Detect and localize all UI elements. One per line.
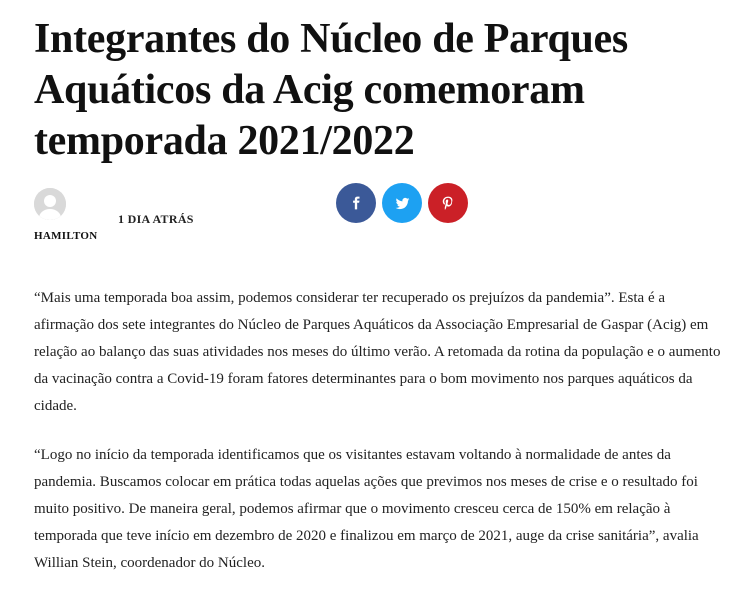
share-pinterest-button[interactable]: [428, 183, 468, 223]
twitter-icon: [395, 196, 410, 211]
author-name[interactable]: HAMILTON: [34, 230, 98, 242]
article-paragraph: “Logo no início da temporada identificamos que os visitantes estavam voltando à normalidade de antes da pandemia. Buscamos colocar em prática todas aquelas ações que previmos nos meses de crise e o resultado foi muito positivo. De maneira geral, podemos afirmar que o movimento cresceu cerca de 150% em relação à temporada que teve início em dezembro de 2020 e finalizou em março de 2021, auge da crise sanitária”, avalia Willian Stein, coordenador do Núcleo.: [34, 447, 699, 571]
article-title: Integrantes do Núcleo de Parques Aquáticos da Acig comemoram temporada 2021/2022: [34, 16, 628, 164]
article-paragraph: “Mais uma temporada boa assim, podemos considerar ter recuperado os prejuízos da pandemia”. Esta é a afirmação dos sete integrantes do Núcleo de Parques Aquáticos da Associação Empresarial de Gaspar (Acig) em relação ao balanço das suas atividades nos meses do último verão. A retomada da rotina da população e o aumento da vacinação contra a Covid-19 foram fatores determinantes para o bom movimento nos parques aquáticos da cidade.: [34, 290, 721, 414]
facebook-icon: [349, 196, 363, 210]
user-icon: [34, 188, 66, 220]
share-facebook-button[interactable]: [336, 183, 376, 223]
article-body: [34, 285, 724, 599]
publish-date: 1 DIA ATRÁS: [118, 212, 194, 226]
author-avatar[interactable]: [34, 188, 66, 220]
pinterest-icon: [441, 196, 455, 210]
share-twitter-button[interactable]: [382, 183, 422, 223]
